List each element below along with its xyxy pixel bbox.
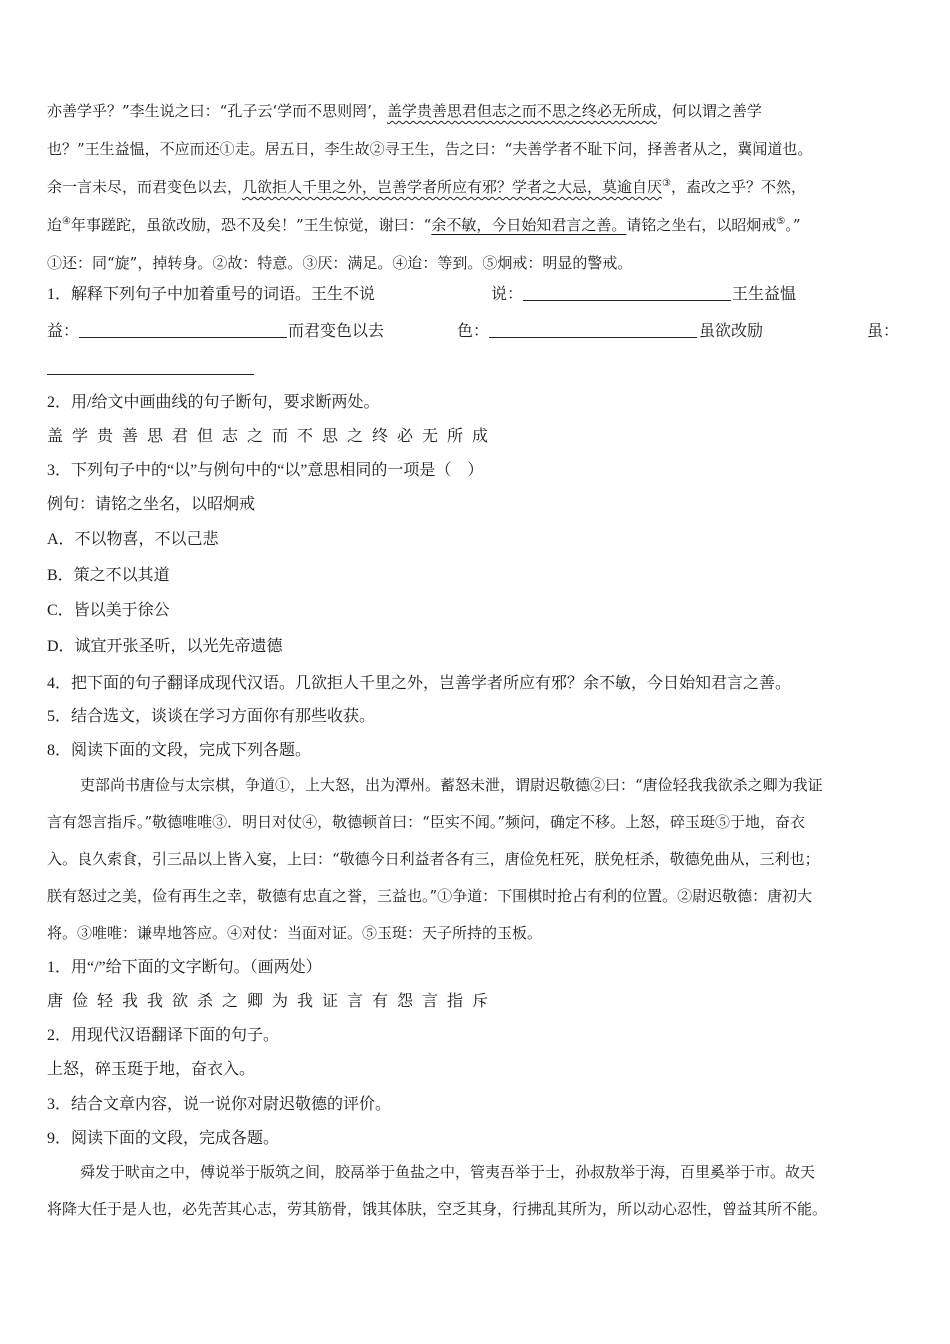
- q1-shuo-label: 说：: [491, 286, 524, 303]
- q3-option-b[interactable]: B．策之不以其道: [47, 567, 170, 584]
- section8-q2-prompt: 2．用现代汉语翻译下面的句子。: [47, 1027, 280, 1044]
- q3-option-c[interactable]: C．皆以美于徐公: [47, 602, 170, 619]
- passage1-line-3: [47, 176, 806, 198]
- section8-q1-prompt: 1．用“/”给下面的文字断句。（画两处）: [47, 959, 322, 976]
- q3-option-a[interactable]: A．不以物喜，不以己悲: [47, 531, 219, 548]
- passage1-line-1: [47, 100, 762, 122]
- q1-se-label: 色：: [457, 323, 490, 340]
- section9-passage-line-2: 将降大任于是人也，必先苦其心志，劳其筋骨，饿其体肤，空乏其身，行拂乱其所为，所以动心忍性，曾益其所不能。: [47, 1200, 828, 1218]
- q1-sui-label: 虽：: [867, 323, 900, 340]
- passage1-line-4-d: 请铭之坐右，以昭炯戒: [626, 216, 777, 234]
- passage1-line-4-e: 。”: [785, 216, 801, 234]
- underlined-phrase: 余不敏，今日始知君言之善。: [431, 216, 627, 234]
- footnote-mark: ③: [662, 178, 671, 189]
- passage1-line-4: [47, 214, 801, 236]
- q1-shuo-blank[interactable]: [523, 284, 731, 301]
- q1-sui-blank[interactable]: [47, 358, 254, 375]
- section8-q2-sentence: 上怒，碎玉珽于地，奋衣入。: [47, 1061, 256, 1078]
- section8-header: 8．阅读下面的文段，完成下列各题。: [47, 742, 312, 759]
- footnote-mark: ⑤: [776, 216, 786, 227]
- q3-option-d[interactable]: D．诚宜开张圣听，以光先帝遗德: [47, 638, 283, 655]
- passage1-line-3-a: 余一言未尽，而君变色以去，: [47, 178, 243, 196]
- q1-yi-blank[interactable]: [79, 321, 287, 338]
- passage1-line-2: 也？”王生益愠，不应而还①走。居五日，李生故②寻王生，告之曰：“夫善学者不耻下问，择善者从之，冀闻道也。: [47, 140, 813, 158]
- wavy-underlined-sentence: 盖学贵善思君但志之而不思之终必无所成: [386, 102, 657, 120]
- q3-example: 例句：请铭之坐名，以昭炯戒: [47, 496, 256, 513]
- section8-passage-line-4: 朕有怒过之美，俭有再生之幸，敬德有忠直之誉，三益也。”①争道：下围棋时抢占有利的位置。②尉迟敬德：唐初大: [47, 887, 813, 905]
- section8-passage-line-5: 将。③唯唯：谦卑地答应。④对仗：当面对证。⑤玉珽：天子所持的玉板。: [47, 924, 543, 942]
- footnote-mark: ④: [62, 216, 71, 227]
- q3-prompt: 3．下列句子中的“以”与例句中的“以”意思相同的一项是（ ）: [47, 462, 484, 479]
- q1-yi-label: 益：: [47, 323, 80, 340]
- passage1-line-1-c: ，何以谓之善学: [656, 102, 762, 120]
- q5-prompt: 5．结合选文，谈谈在学习方面你有那些收获。: [47, 708, 376, 725]
- q2-prompt: 2．用/给文中画曲线的句子断句，要求断两处。: [47, 394, 380, 411]
- passage1-notes: ①还：同“旋”，掉转身。②故：特意。③厌：满足。④迨：等到。⑤炯戒：明显的警戒。: [47, 254, 633, 272]
- q1-suiyu-text: 虽欲改励: [699, 323, 764, 340]
- passage1-line-1-a: 亦善学乎？”李生说之曰：“孔子云‘学而不思则罔’，: [47, 102, 387, 120]
- wavy-underlined-phrase: 几欲拒人千里之外，岂善学者所应有邪？学者之大忌，莫逾自厌: [242, 178, 663, 196]
- section9-header: 9．阅读下面的文段，完成各题。: [47, 1130, 280, 1147]
- passage1-line-3-c: ，盍改之乎？不然，: [671, 178, 807, 196]
- q1-yiyun-text: 王生益愠: [732, 286, 797, 303]
- q1-prompt: 1．解释下列句子中加着重号的词语。王生不说: [47, 286, 376, 303]
- section8-q3-prompt: 3．结合文章内容，说一说你对尉迟敬德的评价。: [47, 1096, 392, 1113]
- section8-passage-line-1: 吏部尚书唐俭与太宗棋，争道①，上大怒，出为潭州。蓄怒未泄，谓尉迟敬德②曰：“唐俭轻我我欲杀之卿为我证: [80, 776, 823, 794]
- passage1-line-4-a: 迨: [47, 216, 63, 234]
- q1-bianse-text: 而君变色以去: [288, 323, 385, 340]
- section8-q1-sentence: 唐俭轻我我欲杀之卿为我证言有怨言指斥: [47, 993, 498, 1010]
- section8-passage-line-3: 入。良久索食，引三品以上皆入宴，上曰：“敬德今日利益者各有三，唐俭免枉死，朕免枉杀，敬德免曲从，三利也；: [47, 850, 820, 868]
- section9-passage-line-1: 舜发于畎亩之中，傅说举于版筑之间，胶鬲举于鱼盐之中，管夷吾举于士，孙叔敖举于海，百里奚举于市。故天: [80, 1163, 816, 1181]
- section8-passage-line-2: 言有怨言指斥。”敬德唯唯③．明日对仗④，敬德顿首曰：“臣实不闻。”频问，确定不移。上怒，碎玉珽⑤于地，奋衣: [47, 813, 806, 831]
- passage1-line-4-b: 年事蹉跎，虽欲改励，恐不及矣！”王生惊觉，谢曰：“: [70, 216, 432, 234]
- q1-se-blank[interactable]: [489, 321, 697, 338]
- q2-sentence: 盖学贵善思君但志之而不思之终必无所成: [47, 428, 498, 445]
- q4-prompt: 4．把下面的句子翻译成现代汉语。几欲拒人千里之外，岂善学者所应有邪？余不敏，今日始知君言之善。: [47, 675, 792, 692]
